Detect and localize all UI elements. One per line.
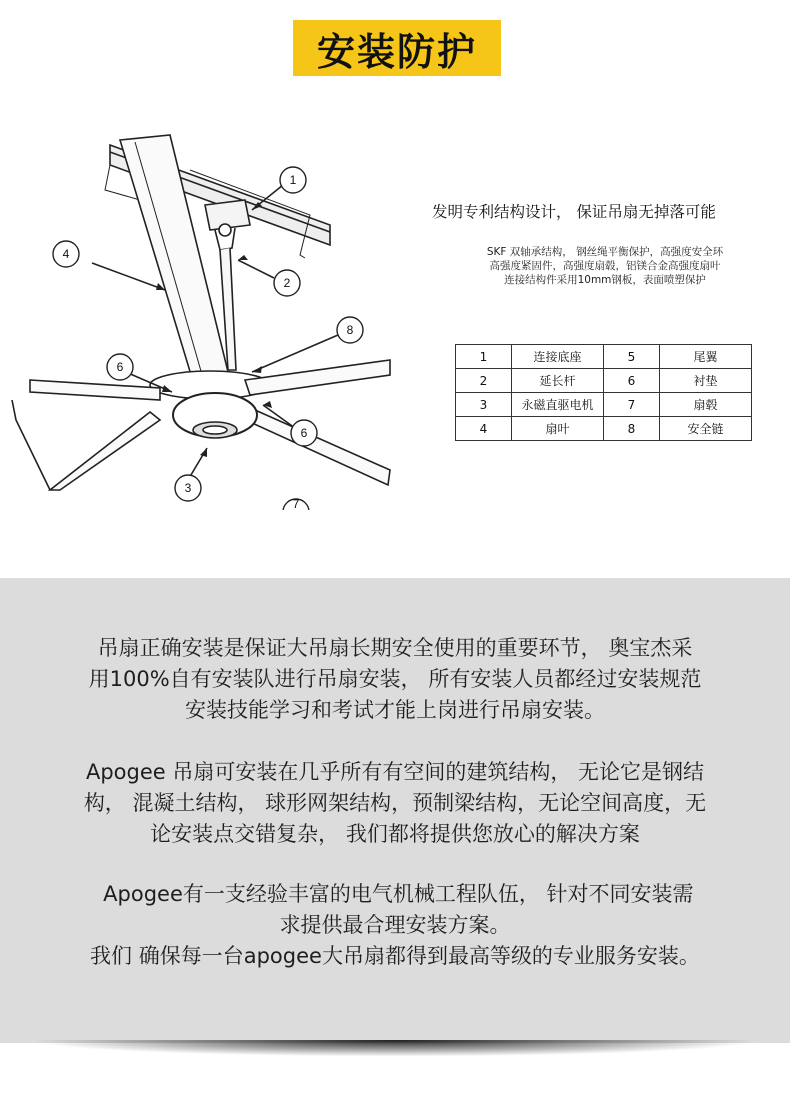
spec-line: SKF 双轴承结构， 钢丝绳平衡保护，高强度安全环 xyxy=(486,246,724,258)
mounting-bracket xyxy=(205,200,250,250)
table-row xyxy=(456,345,752,369)
part-name: 尾翼 xyxy=(660,345,752,369)
fan-blade-upper xyxy=(120,135,230,388)
fan-blade-left xyxy=(30,380,160,400)
text-line: 吊扇正确安装是保证大吊扇长期安全使用的重要环节， 奥宝杰采 xyxy=(97,636,693,660)
text-line: 论安装点交错复杂， 我们都将提供您放心的解决方案 xyxy=(150,822,640,846)
fan-blade-lower-left xyxy=(50,412,160,490)
fan-blade-right-lower xyxy=(250,410,390,485)
part-name: 延长杆 xyxy=(512,369,604,393)
table-row xyxy=(456,369,752,393)
svg-text:6: 6 xyxy=(300,426,308,440)
part-number: 7 xyxy=(604,393,660,417)
paragraph-service-guarantee xyxy=(25,941,765,972)
section-title-banner xyxy=(293,20,501,76)
part-name: 扇叶 xyxy=(512,417,604,441)
spec-description xyxy=(440,245,770,287)
part-number: 5 xyxy=(604,345,660,369)
svg-text:1: 1 xyxy=(289,173,297,187)
svg-text:3: 3 xyxy=(184,481,192,495)
svg-text:7: 7 xyxy=(292,497,300,510)
patent-headline: 发明专利结构设计， 保证吊扇无掉落可能 xyxy=(432,203,716,221)
part-name: 安全链 xyxy=(660,417,752,441)
spec-line: 高强度紧固件，高强度扇毂，铝镁合金高强度扇叶 xyxy=(489,260,721,272)
table-row xyxy=(456,393,752,417)
part-number: 1 xyxy=(456,345,512,369)
part-number: 8 xyxy=(604,417,660,441)
paragraph-building-structures xyxy=(25,757,765,850)
paragraph-engineering-team xyxy=(25,879,765,941)
part-number: 3 xyxy=(456,393,512,417)
callout-1 xyxy=(280,167,306,193)
part-name: 永磁直驱电机 xyxy=(512,393,604,417)
part-number: 4 xyxy=(456,417,512,441)
text-line: 构， 混凝土结构， 球形网架结构，预制梁结构，无论空间高度，无 xyxy=(83,791,707,815)
text-line: 用100%自有安装队进行吊扇安装， 所有安装人员都经过安装规范 xyxy=(88,667,702,691)
fan-installation-diagram xyxy=(0,130,400,510)
part-number: 2 xyxy=(456,369,512,393)
callout-6-right xyxy=(291,420,317,446)
panel-drop-shadow xyxy=(0,1040,790,1070)
section-title: 安装防护 xyxy=(316,29,477,74)
paragraph-installation-team xyxy=(25,633,765,726)
text-line: 我们 确保每一台apogee大吊扇都得到最高等级的专业服务安装。 xyxy=(90,944,700,968)
spec-line: 连接结构件采用10mm钢板，表面喷塑保护 xyxy=(504,274,706,286)
part-name: 扇毂 xyxy=(660,393,752,417)
callout-2 xyxy=(274,270,300,296)
callout-6-left xyxy=(107,354,133,380)
text-line: 安装技能学习和考试才能上岗进行吊扇安装。 xyxy=(185,698,605,722)
callout-4 xyxy=(53,241,79,267)
part-name: 连接底座 xyxy=(512,345,604,369)
text-line: 求提供最合理安装方案。 xyxy=(279,913,511,937)
svg-text:6: 6 xyxy=(116,360,124,374)
part-name: 衬垫 xyxy=(660,369,752,393)
table-row xyxy=(456,417,752,441)
part-number: 6 xyxy=(604,369,660,393)
svg-text:8: 8 xyxy=(346,323,354,337)
text-line: Apogee 吊扇可安装在几乎所有有空间的建筑结构， 无论它是钢结 xyxy=(85,760,705,784)
callout-8 xyxy=(337,317,363,343)
parts-table xyxy=(455,344,752,441)
text-line: Apogee有一支经验丰富的电气机械工程队伍， 针对不同安装需 xyxy=(96,882,694,906)
svg-text:2: 2 xyxy=(283,276,291,290)
svg-text:4: 4 xyxy=(62,247,70,261)
callout-7 xyxy=(283,497,309,510)
callout-3 xyxy=(175,475,201,501)
